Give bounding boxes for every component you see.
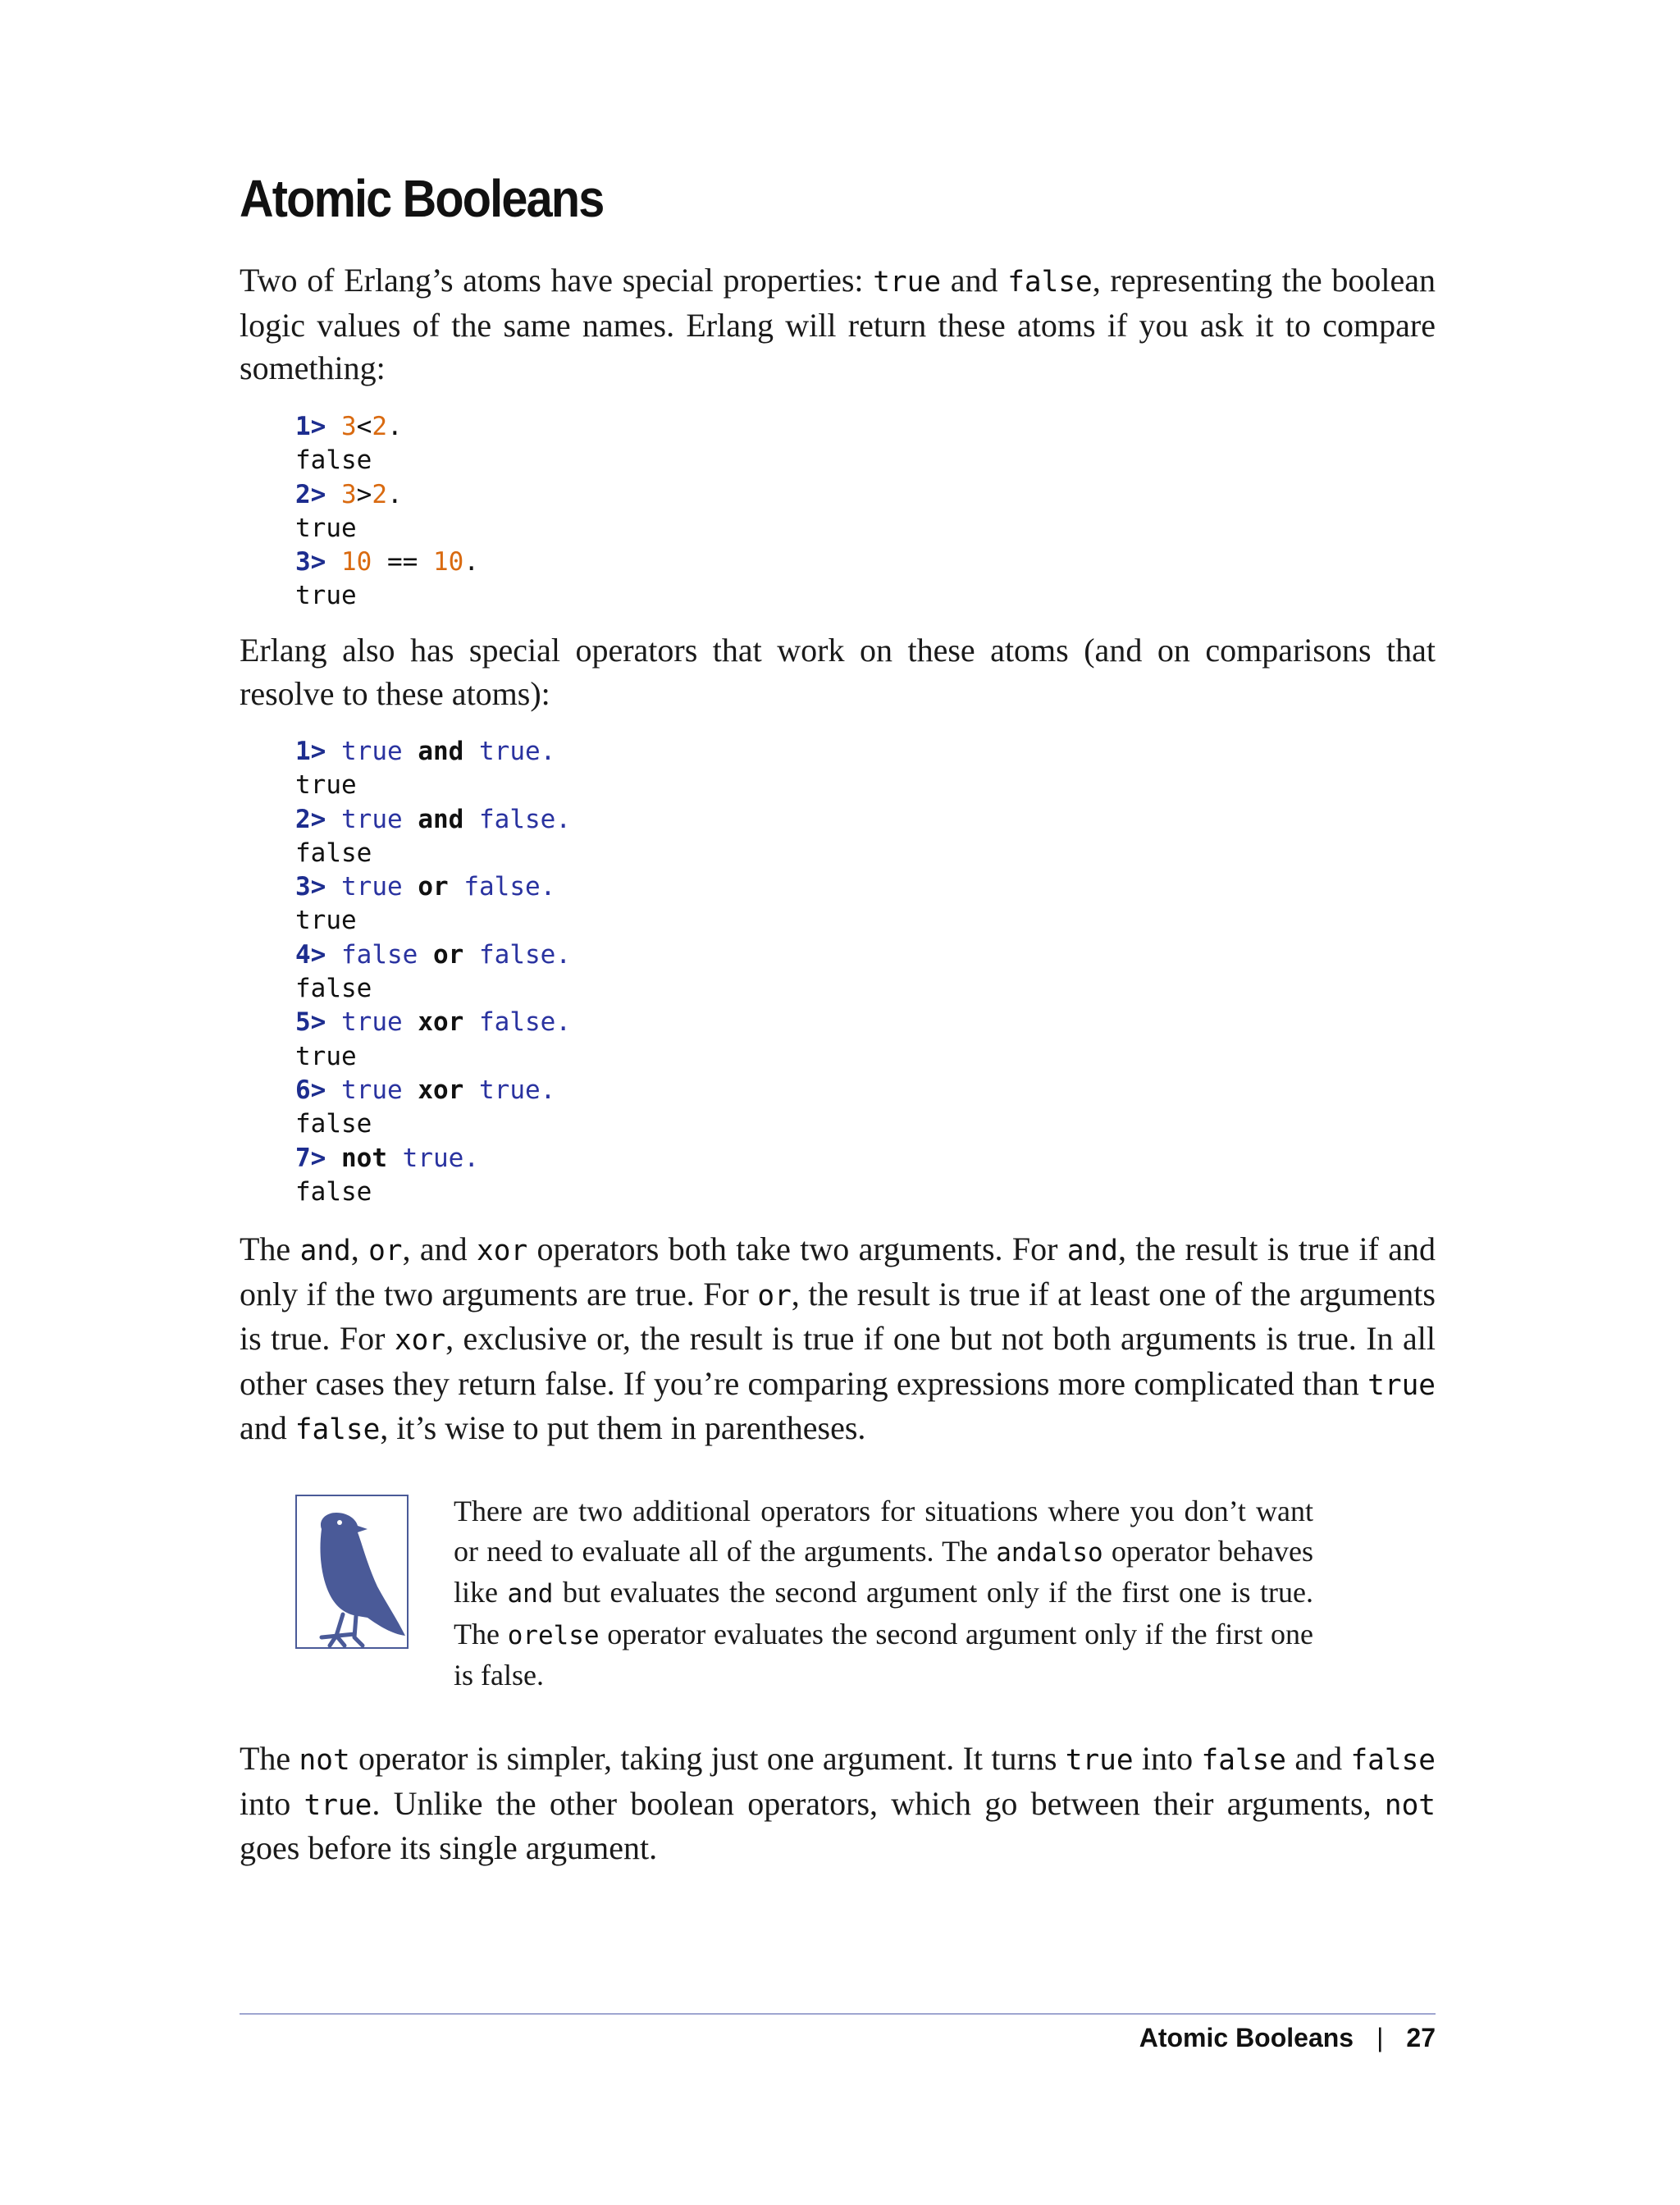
footer-separator: | [1376, 2023, 1384, 2052]
code-line [295, 1074, 571, 1107]
text-run: Two of Erlang’s atoms have special properties: [240, 262, 874, 299]
code-result: true [295, 581, 357, 611]
code-keyword: and [418, 804, 464, 834]
code-result: false [295, 1109, 372, 1139]
shell-prompt: 1> [295, 737, 326, 766]
text-run: goes before its single argument. [240, 1829, 658, 1866]
text-run: , [350, 1230, 369, 1267]
text-run: . Unlike the other boolean operators, which go between their arguments, [372, 1784, 1385, 1822]
code-result: true [295, 513, 357, 543]
inline-code: not [1384, 1788, 1436, 1822]
operators-explanation-paragraph [240, 1228, 1436, 1452]
inline-code: false [294, 1413, 381, 1446]
footer-section-title: Atomic Booleans [1139, 2023, 1354, 2052]
code-line [295, 546, 479, 579]
text-run: , and [402, 1230, 477, 1267]
code-keyword: and [418, 737, 464, 766]
code-keyword: not [341, 1143, 387, 1173]
code-result: false [295, 445, 372, 476]
code-atom: false [479, 1007, 556, 1038]
inline-code: or [757, 1279, 792, 1312]
inline-code: and [507, 1579, 554, 1609]
code-atom: true [402, 1143, 464, 1173]
footer-rule [240, 2013, 1436, 2015]
text-run: , representing the boolean logic values of the same names. Erlang will return these atoms if you ask it to compare something: [240, 262, 1436, 386]
inline-code: false [1007, 266, 1093, 299]
inline-code: true [304, 1788, 372, 1822]
inline-code: or [368, 1235, 403, 1267]
code-line [295, 1142, 571, 1176]
text-run: The [240, 1230, 300, 1267]
code-keyword: xor [418, 1007, 464, 1038]
shell-prompt: 3> [295, 547, 326, 578]
text-run: and [941, 262, 1008, 299]
inline-code: orelse [507, 1620, 600, 1650]
code-terminator: . [540, 872, 556, 902]
code-terminator: . [540, 1075, 556, 1105]
shell-prompt: 3> [295, 872, 326, 902]
code-operator: < [356, 412, 372, 441]
code-number: 2 [372, 412, 388, 441]
code-line [295, 870, 571, 904]
shell-prompt: 1> [295, 412, 326, 441]
page-number: 27 [1406, 2023, 1436, 2052]
note-callout [454, 1491, 1313, 1696]
code-operator: > [356, 479, 372, 509]
operators-paragraph: Erlang also has special operators that work on these atoms (and on comparisons that resolve to these atoms): [240, 632, 1436, 712]
code-result: false [295, 838, 372, 868]
inline-code: true [1367, 1368, 1436, 1402]
inline-code: false [1201, 1744, 1287, 1777]
code-atom: true [341, 1007, 403, 1038]
code-atom: true [341, 1075, 403, 1105]
text-run: , the result is true if at least one of the arguments is true. For [240, 1275, 1436, 1357]
code-number: 3 [341, 412, 357, 441]
shell-prompt: 4> [295, 939, 326, 970]
text-run: , it’s wise to put them in parentheses. [380, 1409, 866, 1446]
code-block-comparisons [295, 410, 479, 614]
code-terminator: . [540, 737, 556, 766]
code-result: true [295, 770, 357, 801]
code-atom: true [341, 737, 403, 766]
shell-prompt: 6> [295, 1075, 326, 1105]
code-terminator: . [555, 939, 571, 970]
inline-code: false [1350, 1744, 1436, 1777]
code-atom: true [341, 872, 403, 902]
code-atom: true [479, 737, 541, 766]
not-operator-paragraph [240, 1737, 1436, 1870]
shell-prompt: 2> [295, 479, 326, 509]
code-atom: true [341, 804, 403, 834]
text-run: , the result is true if and only if the two arguments are true. For [240, 1230, 1436, 1312]
text-run: and [240, 1409, 295, 1446]
inline-code: true [873, 266, 942, 299]
text-run: There are two additional operators for situations where you don’t want or need to evaluate all of the arguments. The [454, 1495, 1313, 1568]
code-number: 10 [341, 547, 372, 578]
inline-code: andalso [996, 1537, 1103, 1568]
text-run: operator behaves like [454, 1534, 1313, 1609]
text-run: and [1286, 1740, 1351, 1777]
code-terminator: . [463, 1143, 479, 1173]
inline-code: and [299, 1235, 351, 1267]
code-line [295, 1006, 571, 1039]
section-heading: Atomic Booleans [240, 169, 604, 228]
inline-code: and [1066, 1235, 1118, 1267]
inline-code: xor [394, 1324, 446, 1357]
code-result: true [295, 906, 357, 936]
code-number: 3 [341, 479, 357, 509]
text-run: , exclusive or, the result is true if one but not both arguments is true. In all other cases they return false. If you’re comparing expressions more complicated than [240, 1320, 1436, 1402]
code-result: true [295, 1041, 357, 1071]
code-block-boolean-ops [295, 735, 571, 1209]
text-run: operators both take two arguments. For [527, 1230, 1067, 1267]
code-line [295, 735, 571, 769]
text-run: The [240, 1740, 299, 1777]
inline-code: xor [477, 1235, 528, 1267]
code-atom: false [341, 939, 418, 970]
shell-prompt: 5> [295, 1007, 326, 1038]
page-footer [1139, 2023, 1436, 2053]
shell-prompt: 2> [295, 804, 326, 834]
code-terminator: . [387, 412, 403, 441]
code-line [295, 410, 479, 444]
crow-icon [295, 1495, 409, 1649]
code-atom: false [479, 804, 556, 834]
code-line [295, 938, 571, 972]
shell-prompt: 7> [295, 1143, 326, 1173]
code-terminator: . [555, 1007, 571, 1038]
inline-code: not [299, 1744, 350, 1777]
code-keyword: xor [418, 1075, 464, 1105]
text-run: operator evaluates the second argument only if the first one is false. [454, 1617, 1313, 1691]
code-operator: == [372, 547, 433, 578]
code-atom: false [463, 872, 541, 902]
code-terminator: . [463, 547, 479, 578]
text-run: into [1133, 1740, 1202, 1777]
intro-paragraph [240, 259, 1436, 390]
text-run: operator is simpler, taking just one argument. It turns [349, 1740, 1066, 1777]
inline-code: true [1065, 1744, 1134, 1777]
code-terminator: . [555, 804, 571, 834]
code-atom: false [479, 939, 556, 970]
code-line [295, 478, 479, 512]
code-atom: true [479, 1075, 541, 1105]
text-run: into [240, 1784, 304, 1822]
code-keyword: or [433, 939, 464, 970]
text-run: but evaluates the second argument only if the first one is true. The [454, 1576, 1313, 1650]
code-terminator: . [387, 479, 403, 509]
code-number: 10 [432, 547, 464, 578]
code-keyword: or [418, 872, 449, 902]
code-number: 2 [372, 479, 388, 509]
code-line [295, 803, 571, 837]
code-result: false [295, 974, 372, 1004]
code-result: false [295, 1176, 372, 1207]
